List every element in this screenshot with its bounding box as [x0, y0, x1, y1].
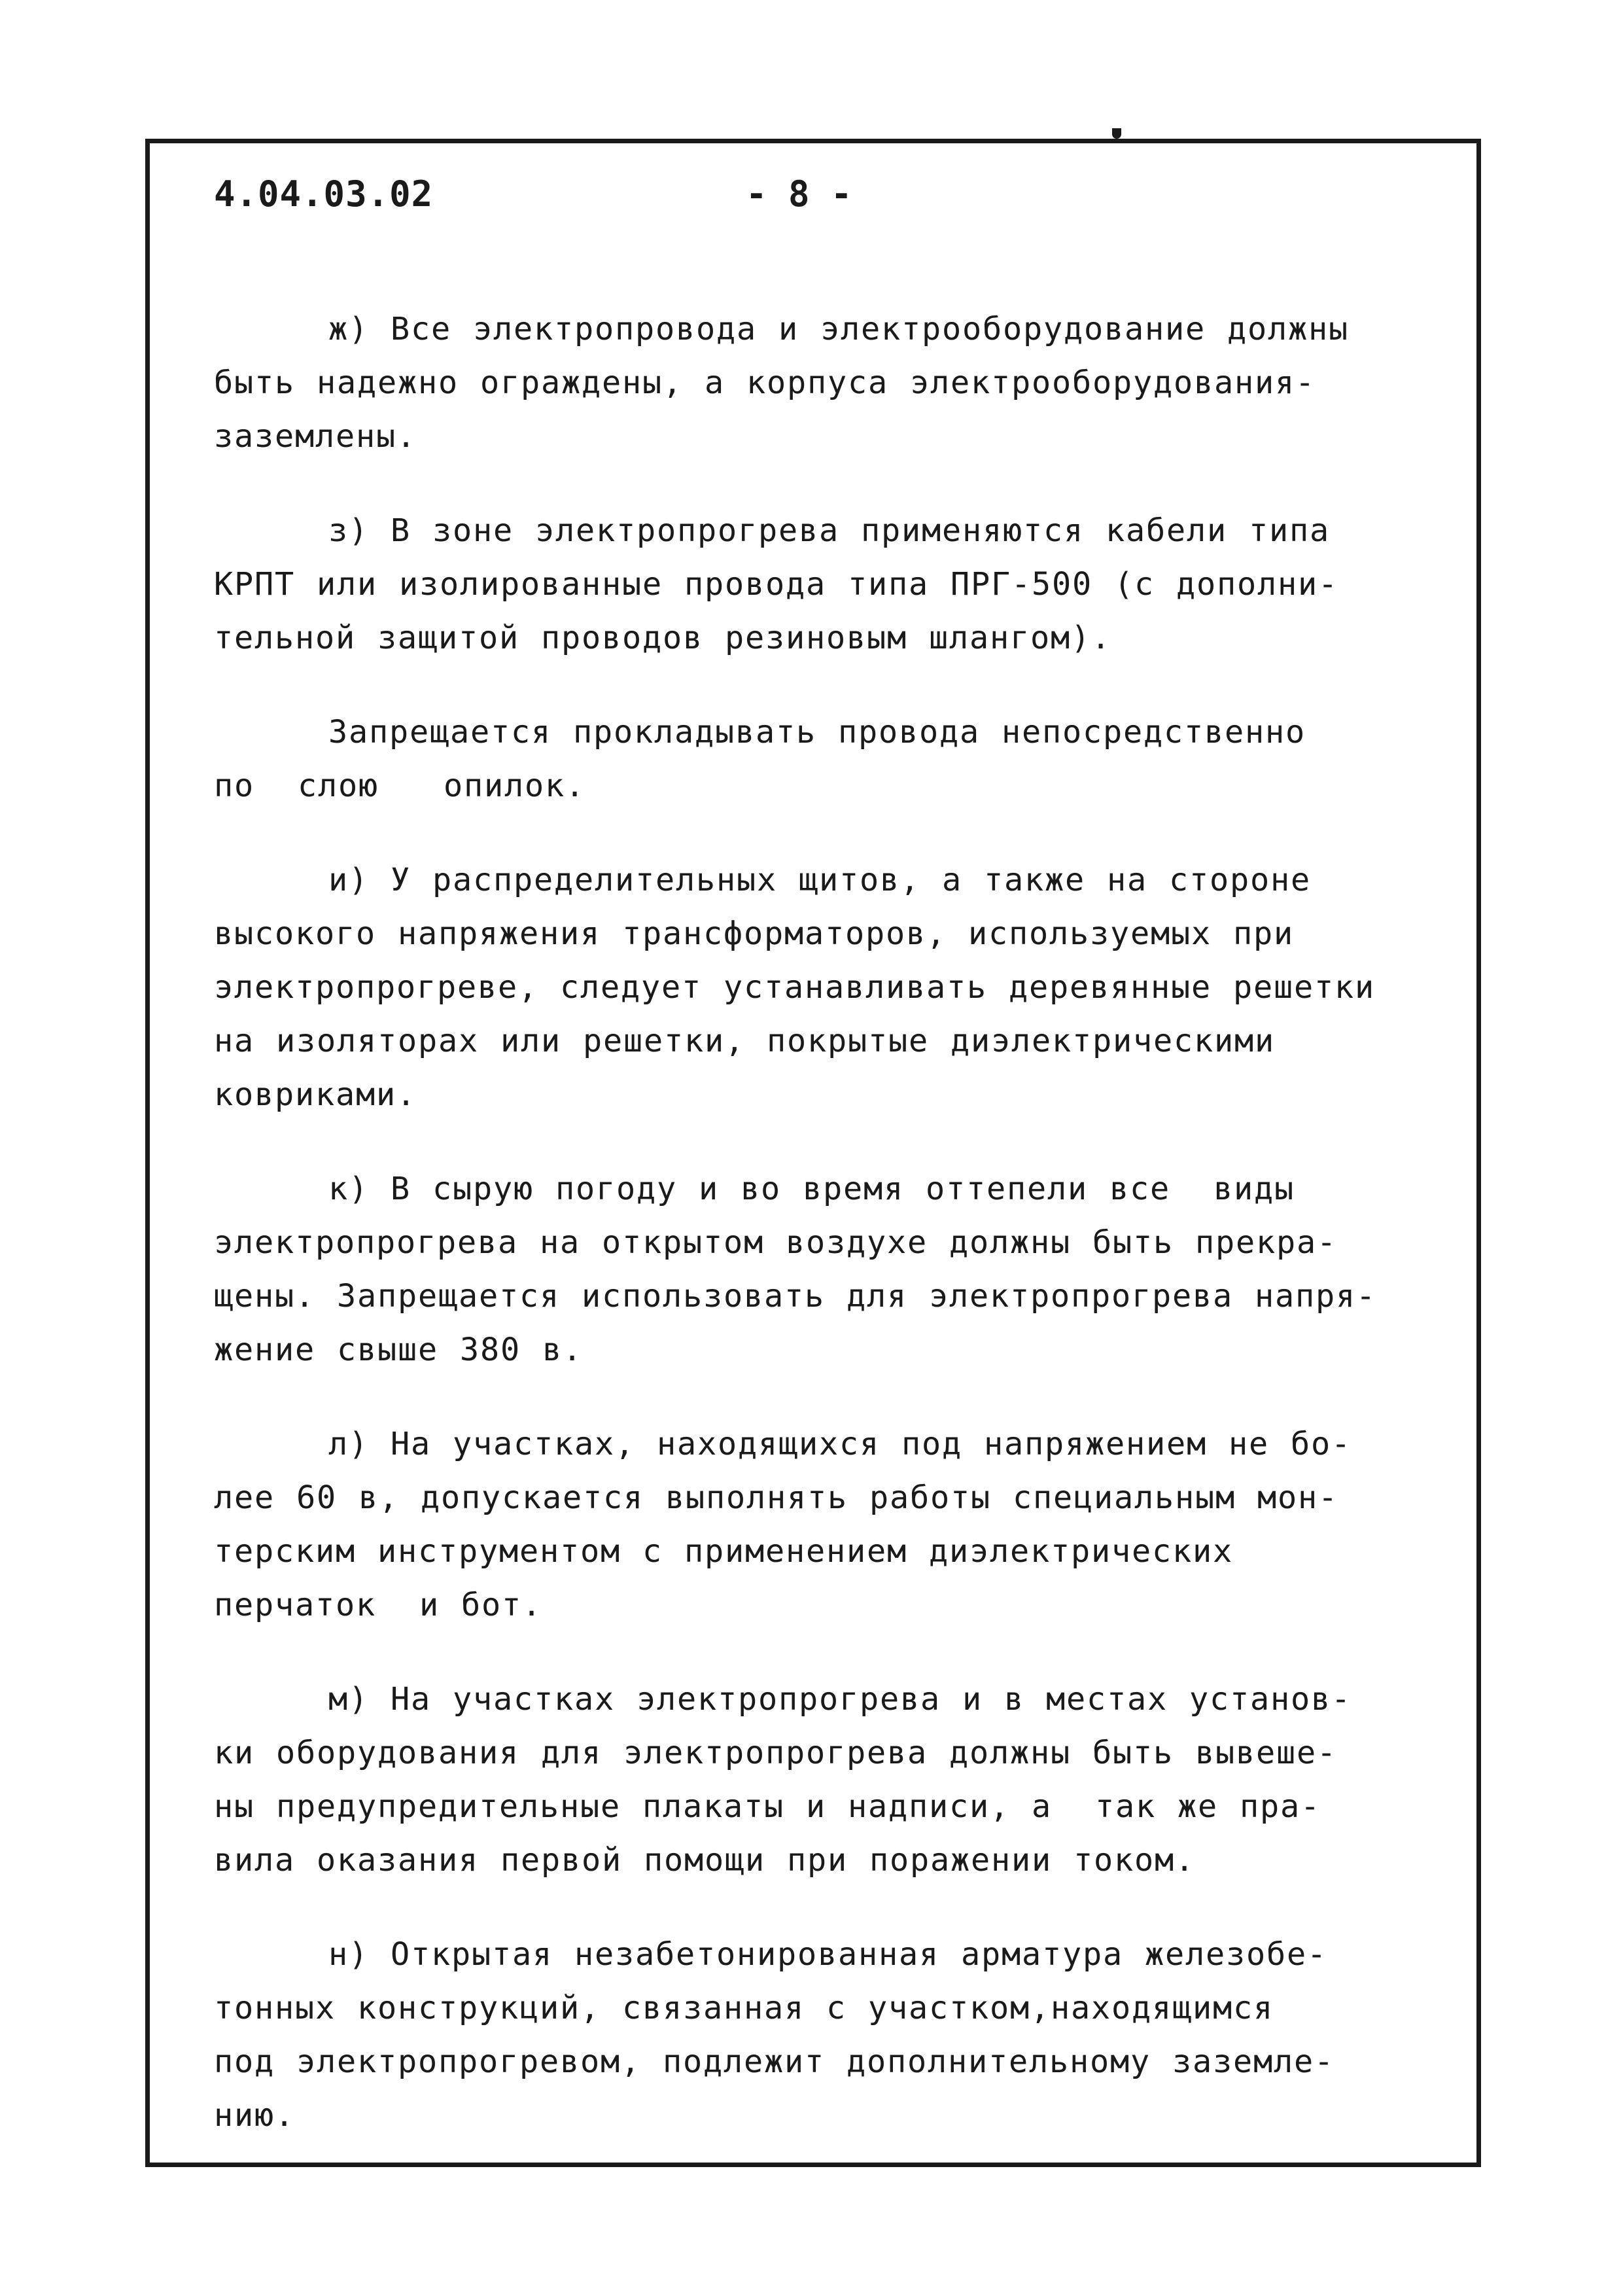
text-line: ны предупредительные плакаты и надписи, а так же пра-	[214, 1788, 1321, 1825]
paragraph-l	[214, 1417, 1444, 1632]
text-line: з) В зоне электропрогрева применяются кабели типа	[328, 512, 1330, 549]
text-line: электропрогрева на открытом воздухе должны быть прекра-	[214, 1224, 1337, 1261]
document-body	[214, 302, 1444, 2183]
document-code: 4.04.03.02	[214, 173, 434, 215]
text-line: высокого напряжения трансформаторов, используемых при	[214, 915, 1294, 952]
text-line: л) На участках, находящихся под напряжением не бо-	[328, 1426, 1352, 1462]
text-line: ковриками.	[214, 1076, 417, 1113]
text-line: под электропрогревом, подлежит дополнительному заземле-	[214, 2043, 1335, 2080]
text-line: терским инструментом с применением диэлектрических	[214, 1533, 1233, 1570]
paragraph-prohibition	[214, 705, 1444, 813]
text-line: заземлены.	[214, 418, 417, 455]
text-line: ки оборудования для электропрогрева должны быть вывеше-	[214, 1735, 1337, 1771]
text-line: вила оказания первой помощи при поражении током.	[214, 1842, 1195, 1879]
text-line: Запрещается прокладывать провода непосредственно	[328, 714, 1306, 751]
text-line: щены. Запрещается использовать для электропрогрева напря-	[214, 1278, 1376, 1315]
text-line: и) У распределительных щитов, а также на стороне	[328, 862, 1311, 898]
paragraph-k	[214, 1162, 1444, 1377]
text-line: на изоляторах или решетки, покрытые диэлектрическими	[214, 1023, 1275, 1059]
paragraph-zh	[214, 302, 1444, 463]
text-line: быть надежно ограждены, а корпуса электрооборудования-	[214, 364, 1316, 401]
text-line: лее 60 в, допускается выполнять работы специальным мон-	[214, 1479, 1338, 1516]
text-line: нию.	[214, 2097, 295, 2134]
paragraph-i	[214, 853, 1444, 1122]
text-line: м) На участках электропрогрева и в местах установ-	[328, 1681, 1352, 1718]
text-line: по слою опилок.	[214, 768, 585, 804]
page-number: - 8 -	[746, 173, 852, 215]
text-line: н) Открытая незабетонированная арматура железобе-	[328, 1936, 1327, 1973]
page-header	[0, 173, 1623, 232]
text-line: ж) Все электропровода и электрооборудование должны	[328, 311, 1349, 347]
text-line: электропрогреве, следует устанавливать деревянные решетки	[214, 969, 1375, 1006]
text-line: тельной защитой проводов резиновым шлангом).	[214, 620, 1111, 656]
paragraph-m	[214, 1672, 1444, 1887]
frame-mark	[1112, 128, 1121, 139]
text-line: к) В сырую погоду и во время оттепели все виды	[328, 1171, 1295, 1207]
paragraph-z	[214, 504, 1444, 665]
paragraph-n	[214, 1928, 1444, 2142]
text-line: тонных конструкций, связанная с участком,находящимся	[214, 1990, 1274, 2026]
text-line: перчаток и бот.	[214, 1587, 542, 1623]
text-line: жение свыше 380 в.	[214, 1332, 583, 1368]
text-line: КРПТ или изолированные провода типа ПРГ-500 (с дополни-	[214, 566, 1338, 603]
